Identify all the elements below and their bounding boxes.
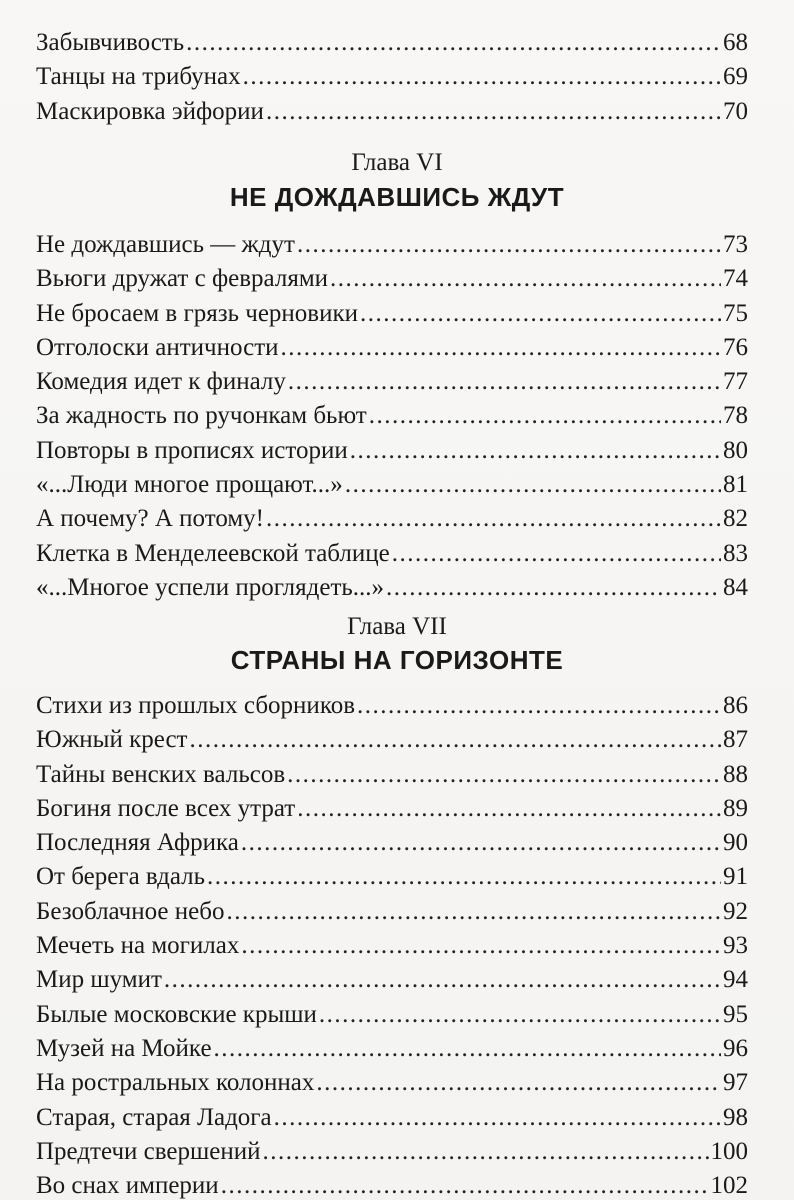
- toc-entry: [36, 860, 748, 894]
- chapter-title: НЕ ДОЖДАВШИСЬ ЖДУТ: [229, 182, 565, 212]
- toc-entry: [36, 228, 748, 262]
- dot-leader: [214, 1032, 721, 1066]
- dot-leader: [297, 792, 721, 826]
- dot-leader: [281, 331, 721, 365]
- dot-leader: [266, 95, 721, 129]
- entry-title: Комедия идет к финалу: [36, 368, 286, 396]
- toc-entry: [36, 26, 748, 60]
- entry-title: Повторы в прописях истории: [36, 436, 348, 464]
- dot-leader: [319, 998, 721, 1032]
- dot-leader: [221, 1169, 709, 1200]
- entry-page: 73: [723, 231, 748, 258]
- entry-page: 96: [723, 1034, 748, 1062]
- entry-page: 98: [723, 1103, 748, 1131]
- toc-entry: [36, 895, 748, 929]
- entry-title: «...Люди многое прощают...»: [36, 471, 343, 499]
- toc-entry: [36, 571, 748, 605]
- entry-title: Во снах империи: [36, 1172, 219, 1200]
- dot-leader: [241, 929, 721, 963]
- toc-entry: [36, 331, 748, 365]
- toc-entry: [36, 365, 748, 399]
- dot-leader: [189, 723, 721, 757]
- entry-page: 88: [723, 760, 748, 788]
- toc-entry: [36, 998, 748, 1032]
- entry-title: На ростральных колоннах: [36, 1069, 315, 1097]
- entry-title: Отголоски античности: [36, 333, 279, 361]
- entry-title: Мир шумит: [36, 966, 162, 994]
- dot-leader: [330, 262, 721, 296]
- dot-leader: [274, 1101, 721, 1135]
- dot-leader: [266, 502, 721, 536]
- entry-page: 69: [723, 63, 748, 91]
- toc-entry: [36, 689, 748, 723]
- entry-page: 94: [723, 966, 748, 994]
- toc-entry: [36, 758, 748, 792]
- toc-entry: [36, 468, 748, 502]
- entry-title: Музей на Мойке: [36, 1034, 212, 1062]
- entry-title: Южный крест: [36, 726, 188, 754]
- entry-title: Не бросаем в грязь черновики: [36, 299, 358, 327]
- entry-page: 97: [723, 1069, 748, 1097]
- dot-leader: [207, 860, 721, 894]
- entry-page: 84: [723, 573, 748, 601]
- entry-page: 95: [723, 1000, 748, 1028]
- dot-leader: [316, 1066, 721, 1100]
- entry-page: 77: [723, 368, 748, 396]
- dot-leader: [287, 758, 721, 792]
- entry-page: 102: [710, 1172, 748, 1200]
- toc-entry: [36, 792, 748, 826]
- dot-leader: [360, 297, 721, 331]
- entry-page: 75: [723, 299, 748, 327]
- dot-leader: [288, 365, 721, 399]
- entry-page: 91: [723, 863, 748, 891]
- toc-entry: [36, 60, 748, 94]
- entry-title: Стихи из прошлых сборников: [36, 692, 355, 719]
- entry-page: 82: [723, 505, 748, 533]
- dot-leader: [350, 434, 721, 468]
- entry-title: Вьюги дружат с февралями: [36, 265, 329, 293]
- entry-title: Богиня после всех утрат: [36, 794, 296, 822]
- entry-title: Тайны венских вальсов: [36, 760, 286, 788]
- toc-entry: [36, 1135, 748, 1169]
- dot-leader: [243, 60, 721, 94]
- dot-leader: [262, 1135, 708, 1169]
- entry-title: Безоблачное небо: [36, 897, 225, 925]
- entry-title: Мечеть на могилах: [36, 932, 240, 960]
- toc-entry: [36, 502, 748, 536]
- dot-leader: [386, 571, 721, 605]
- dot-leader: [392, 537, 721, 571]
- toc-entry: [36, 1066, 748, 1100]
- entry-title: Танцы на трибунах: [36, 63, 241, 91]
- toc-entry: [36, 297, 748, 331]
- entry-page: 76: [723, 333, 748, 361]
- dot-leader: [369, 399, 721, 433]
- toc-top-list: [36, 26, 748, 129]
- entry-page: 89: [723, 794, 748, 822]
- entry-title: Забывчивость: [36, 29, 185, 56]
- entry-page: 83: [723, 539, 748, 567]
- entry-title: Былые московские крыши: [36, 1000, 317, 1028]
- toc-entry: [36, 929, 748, 963]
- entry-page: 78: [723, 402, 748, 430]
- entry-title: За жадность по ручонкам бьют: [36, 402, 367, 430]
- entry-title: Предтечи свершений: [36, 1137, 261, 1165]
- entry-page: 68: [723, 29, 748, 56]
- toc-entry: [36, 399, 748, 433]
- entry-title: Маскировка эйфории: [36, 97, 264, 125]
- dot-leader: [186, 26, 721, 60]
- entry-title: Старая, старая Ладога: [36, 1103, 272, 1131]
- toc-entry: [36, 963, 748, 997]
- entry-page: 70: [723, 97, 748, 125]
- toc-entry: [36, 723, 748, 757]
- toc-entry: [36, 95, 748, 129]
- toc-entry: [36, 537, 748, 571]
- entry-page: 80: [723, 436, 748, 464]
- dot-leader: [164, 963, 721, 997]
- entry-title: Не дождавшись — ждут: [36, 231, 295, 258]
- entry-title: От берега вдаль: [36, 863, 206, 891]
- entry-page: 90: [723, 829, 748, 857]
- dot-leader: [241, 826, 721, 860]
- chapter-label: Глава VI: [351, 149, 443, 176]
- entry-title: А почему? А потому!: [36, 505, 264, 533]
- dot-leader: [345, 468, 721, 502]
- toc-chapter6-list: [36, 228, 748, 605]
- entry-page: 87: [723, 726, 748, 754]
- toc-entry: [36, 1032, 748, 1066]
- entry-title: «...Многое успели проглядеть...»: [36, 573, 385, 601]
- entry-page: 100: [710, 1137, 748, 1165]
- toc-chapter7-list: [36, 689, 748, 1200]
- entry-page: 92: [723, 897, 748, 925]
- entry-title: Последняя Африка: [36, 829, 239, 857]
- chapter-label: Глава VII: [347, 613, 447, 640]
- toc-entry: [36, 826, 748, 860]
- entry-page: 74: [723, 265, 748, 293]
- entry-page: 81: [723, 471, 748, 499]
- toc-entry: [36, 262, 748, 296]
- entry-page: 86: [723, 692, 748, 719]
- chapter-title: СТРАНЫ НА ГОРИЗОНТЕ: [230, 645, 564, 675]
- dot-leader: [297, 228, 721, 262]
- entry-page: 93: [723, 932, 748, 960]
- entry-title: Клетка в Менделеевской таблице: [36, 539, 390, 567]
- dot-leader: [357, 689, 721, 723]
- dot-leader: [226, 895, 721, 929]
- toc-entry: [36, 1101, 748, 1135]
- toc-entry: [36, 434, 748, 468]
- toc-entry: [36, 1169, 748, 1200]
